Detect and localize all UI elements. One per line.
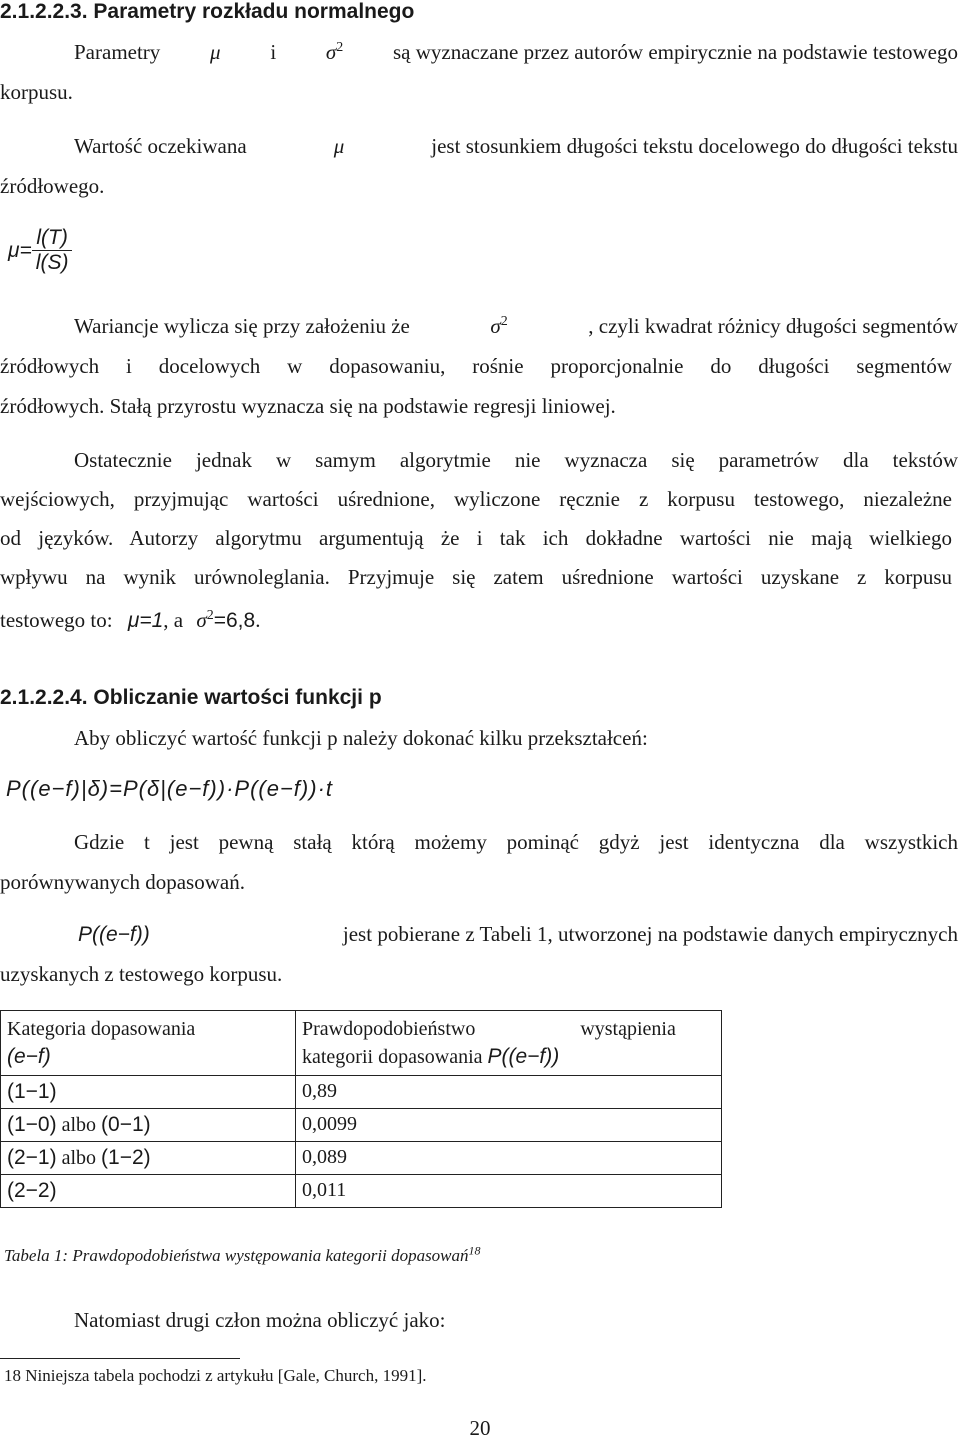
paragraph-table-ref-line1	[78, 914, 958, 955]
formula-lhs: μ=	[8, 238, 32, 262]
sigma-squared	[490, 306, 507, 346]
sigma-squared	[326, 32, 343, 72]
table-row	[1, 1142, 722, 1175]
paragraph-table-ref-line2: uzyskanych z testowego korpusu.	[0, 962, 283, 986]
text: jest stosunkiem długości tekstu docelowego do długości tekstu	[431, 134, 958, 158]
text: Wartość oczekiwana	[74, 134, 247, 158]
sigma-symbol: σ	[490, 314, 501, 338]
table-cell-category	[1, 1109, 296, 1142]
paragraph-final-line2: wejściowych, przyjmując wartości uśrednione, wyliczone ręcznie z korpusu testowego, niezależne	[0, 487, 952, 511]
category-value: (1−2)	[101, 1146, 151, 1169]
table-row	[1, 1175, 722, 1208]
header-math: (e−f)	[7, 1045, 51, 1068]
paragraph-variance-line1	[74, 306, 958, 346]
text: Parametry	[74, 40, 161, 64]
table-header-probability	[296, 1011, 722, 1076]
header-text: Prawdopodobieństwo wystąpienia	[302, 1018, 676, 1040]
category-value: (1−1)	[7, 1080, 57, 1103]
paragraph-expected-value-line1	[74, 126, 958, 166]
text: Wariancje wylicza się przy założeniu że	[74, 314, 410, 338]
table-cell-probability: 0,089	[296, 1142, 722, 1175]
footnote-divider	[0, 1358, 240, 1359]
footnote-number: 18	[4, 1366, 21, 1385]
text: .	[255, 608, 261, 632]
albo-text: albo	[61, 1147, 97, 1169]
paragraph-final-line5	[0, 600, 260, 641]
table-cell-probability: 0,89	[296, 1076, 722, 1109]
sigma-symbol: σ	[325, 40, 337, 64]
paragraph-variance-line2: źródłowych i docelowych w dopasowaniu, rośnie proporcjonalnie do długości segmentów	[0, 354, 952, 378]
paragraph-parameters-line2: korpusu.	[0, 80, 73, 104]
text: są wyznaczane przez autorów empirycznie na podstawie testowego	[392, 40, 958, 64]
table-cell-probability: 0,0099	[296, 1109, 722, 1142]
header-text: kategorii dopasowania	[302, 1046, 483, 1068]
text: testowego to:	[0, 608, 113, 632]
table-cell-category	[1, 1142, 296, 1175]
category-value: (1−0)	[7, 1113, 57, 1136]
table-header-row	[1, 1011, 722, 1076]
mu-equals-one: μ=1	[127, 609, 164, 632]
paragraph-constant-t-line1: Gdzie t jest pewną stałą którą możemy pominąć gdyż jest identyczna dla wszystkich	[74, 830, 958, 854]
paragraph-variance-line3: źródłowych. Stałą przyrostu wyznacza się na podstawie regresji liniowej.	[0, 394, 616, 418]
category-value: (2−1)	[7, 1146, 57, 1169]
table-caption	[4, 1243, 481, 1266]
footnote	[4, 1366, 427, 1386]
mu-symbol: μ	[333, 134, 345, 158]
section-heading-parameters: 2.1.2.2.3. Parametry rozkładu normalnego	[0, 0, 415, 23]
superscript: 2	[500, 314, 508, 329]
category-value: (0−1)	[101, 1113, 151, 1136]
footnote-reference: 18	[468, 1243, 481, 1258]
table-cell-probability: 0,011	[296, 1175, 722, 1208]
fraction-numerator: l(T)	[32, 226, 73, 251]
table-row	[1, 1109, 722, 1142]
superscript: 2	[336, 40, 344, 55]
caption-text: Tabela 1: Prawdopodobieństwa występowania kategorii dopasowań	[4, 1246, 469, 1265]
paragraph-final-line3: od języków. Autorzy algorytmu argumentują że i tak ich dokładne wartości nie mają wielkiego	[0, 526, 952, 550]
paragraph-closing: Natomiast drugi człon można obliczyć jako:	[74, 1308, 446, 1332]
paragraph-intro: Aby obliczyć wartość funkcji p należy dokonać kilku przekształceń:	[74, 726, 648, 750]
fraction-denominator: l(S)	[35, 251, 69, 274]
page-number: 20	[469, 1416, 491, 1440]
paragraph-constant-t-line2: porównywanych dopasowań.	[0, 870, 245, 894]
table-row	[1, 1076, 722, 1109]
sigma-value: =6,8	[213, 609, 256, 632]
mu-symbol: μ	[210, 40, 221, 64]
text: , a	[163, 608, 184, 632]
formula-p-ef: P((e−f))	[78, 923, 150, 946]
header-math: P((e−f))	[487, 1045, 560, 1068]
albo-text: albo	[61, 1114, 97, 1136]
fraction	[32, 226, 73, 275]
category-probability-table	[0, 1010, 722, 1208]
text: i	[270, 40, 277, 64]
section-heading-function-p: 2.1.2.2.4. Obliczanie wartości funkcji p	[0, 686, 382, 709]
category-value: (2−2)	[7, 1179, 57, 1202]
table-header-category	[1, 1011, 296, 1076]
formula-mu	[8, 226, 72, 275]
text: , czyli kwadrat różnicy długości segmentów	[588, 314, 958, 338]
paragraph-parameters-line1	[74, 32, 958, 72]
header-text: Kategoria dopasowania	[7, 1018, 196, 1040]
paragraph-expected-value-line2: źródłowego.	[0, 174, 105, 198]
superscript: 2	[206, 608, 214, 623]
text: jest pobierane z Tabeli 1, utworzonej na podstawie danych empirycznych	[342, 922, 958, 946]
table-cell-category	[1, 1076, 296, 1109]
paragraph-final-line1: Ostatecznie jednak w samym algorytmie nie wyznacza się parametrów dla tekstów	[74, 448, 958, 472]
paragraph-final-line4: wpływu na wynik urównoleglania. Przyjmuje się zatem uśrednione wartości uzyskane z korpusu	[0, 565, 952, 589]
footnote-text: Niniejsza tabela pochodzi z artykułu [Gale, Church, 1991].	[25, 1366, 427, 1385]
sigma-symbol: σ	[196, 608, 207, 632]
formula-p: P((e−f)|δ)=P(δ|(e−f))·P((e−f))·t	[6, 776, 334, 801]
table-cell-category	[1, 1175, 296, 1208]
